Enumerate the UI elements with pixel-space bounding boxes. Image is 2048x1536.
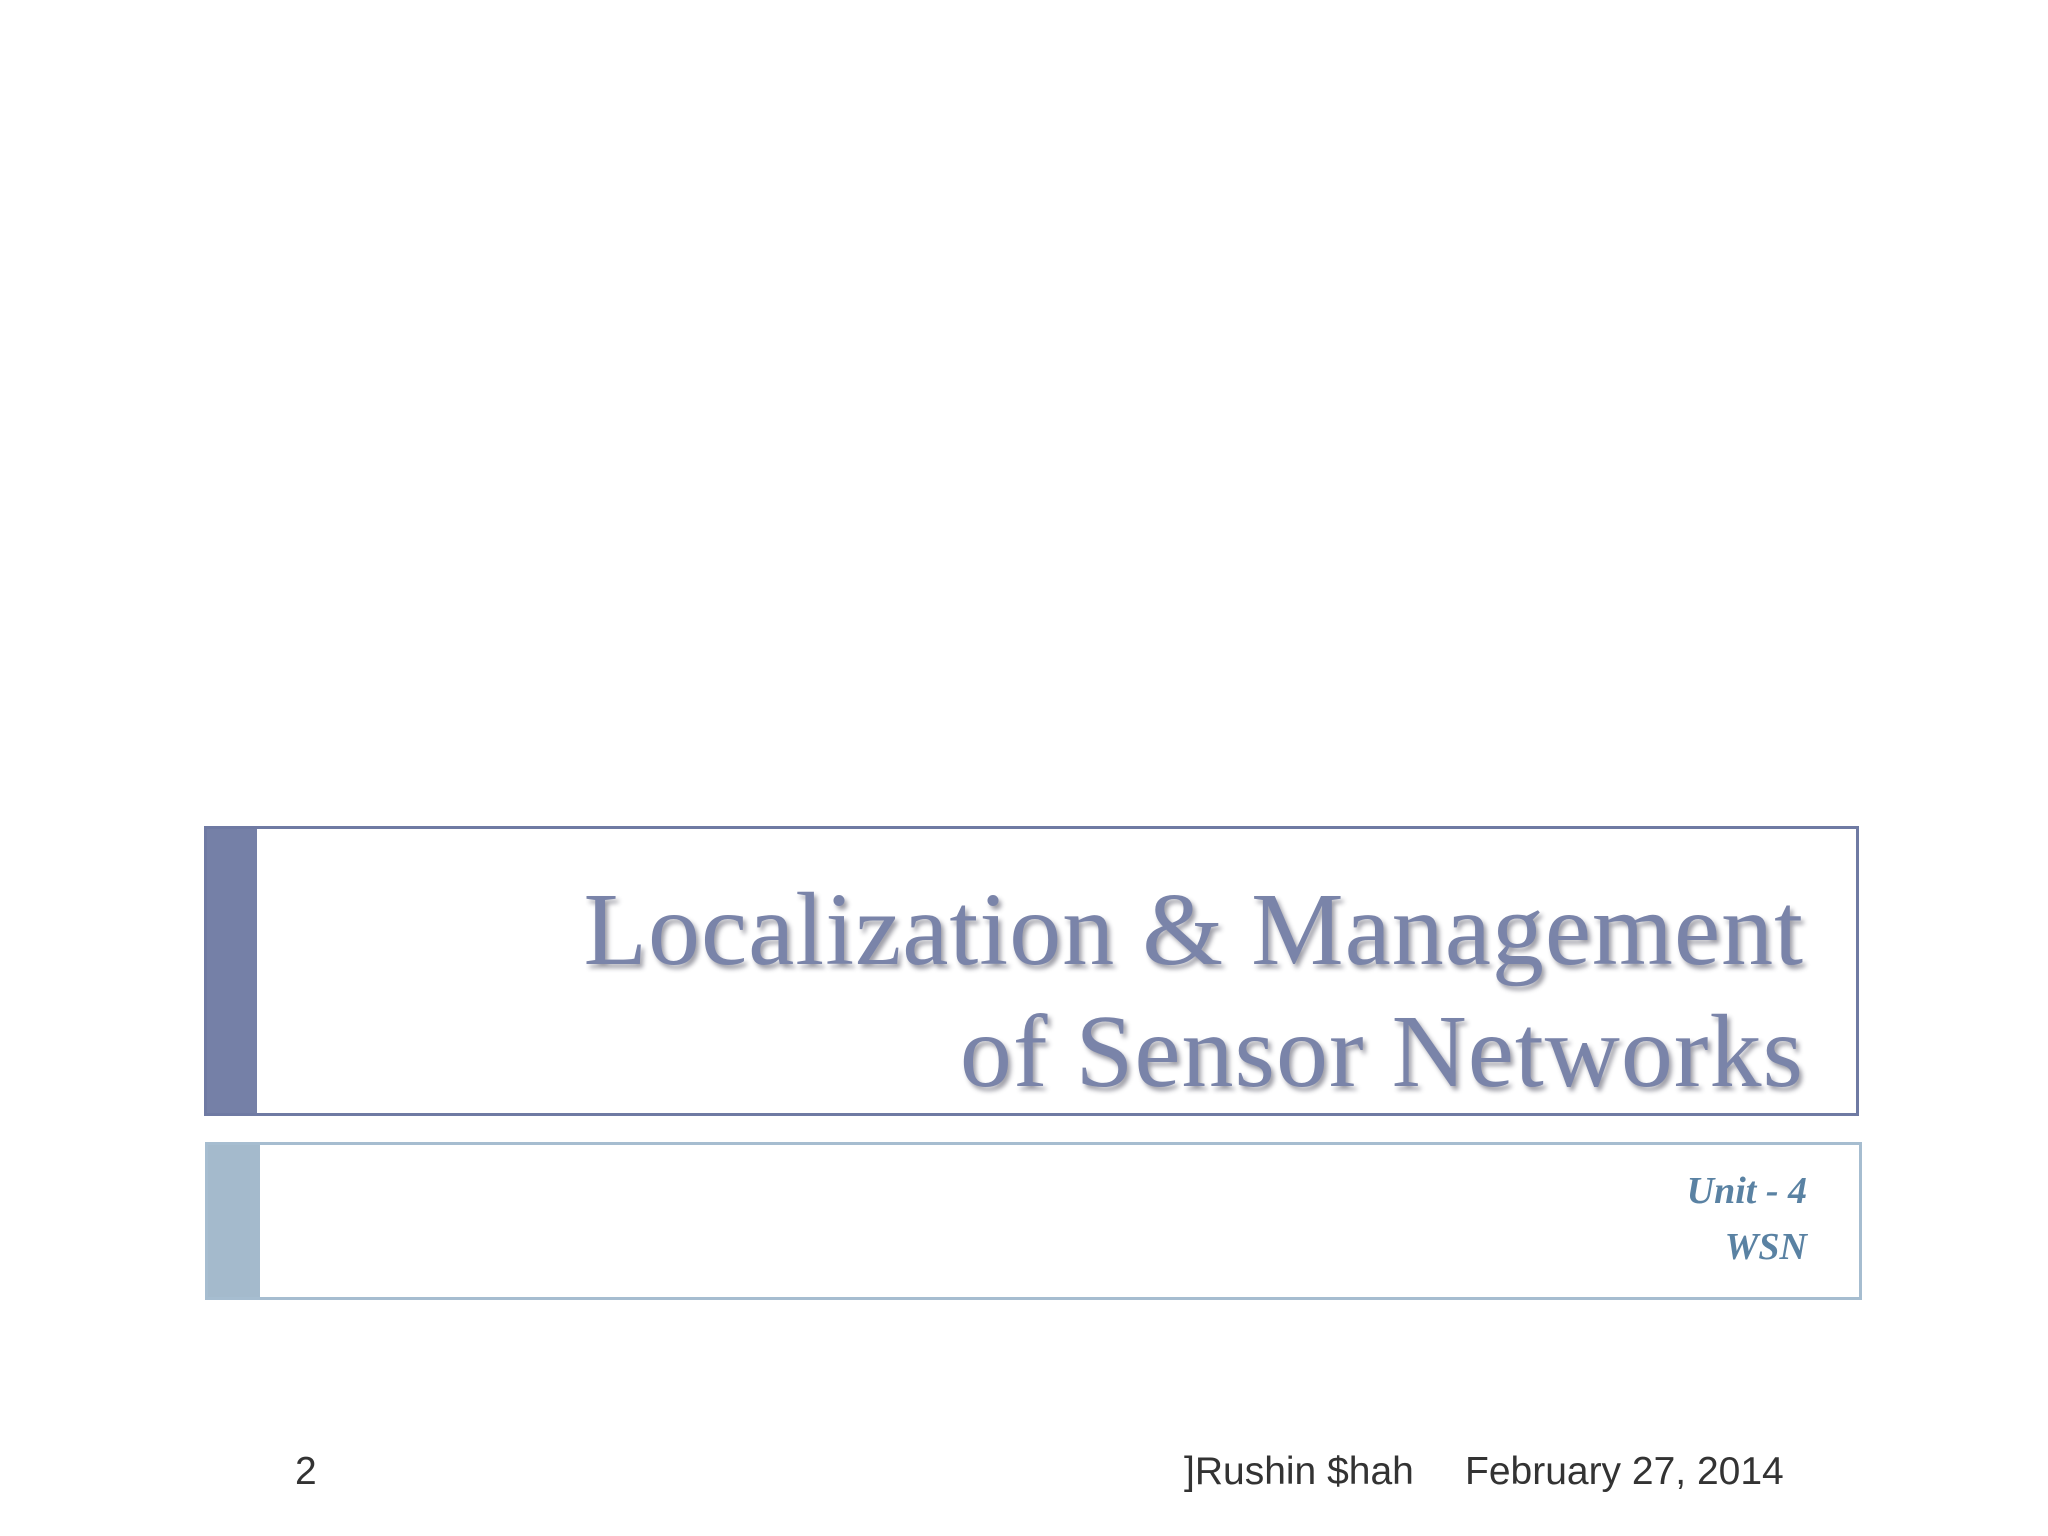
slide-title-line-2: of Sensor Networks (959, 994, 1804, 1109)
title-box (204, 826, 1859, 1116)
footer-date: February 27, 2014 (1465, 1450, 1784, 1493)
slide-title-line-1: Localization & Management (583, 872, 1804, 987)
subtitle-box (205, 1142, 1862, 1300)
subtitle-course: WSN (1724, 1226, 1807, 1268)
slide-title (304, 869, 1804, 1113)
slide-subtitle (1687, 1163, 1807, 1275)
subtitle-unit: Unit - 4 (1686, 1170, 1807, 1212)
title-accent-bar (207, 829, 257, 1113)
subtitle-accent-bar (208, 1145, 260, 1297)
footer-author: ]Rushin $hah (1184, 1450, 1414, 1493)
footer-page-number: 2 (295, 1450, 317, 1493)
